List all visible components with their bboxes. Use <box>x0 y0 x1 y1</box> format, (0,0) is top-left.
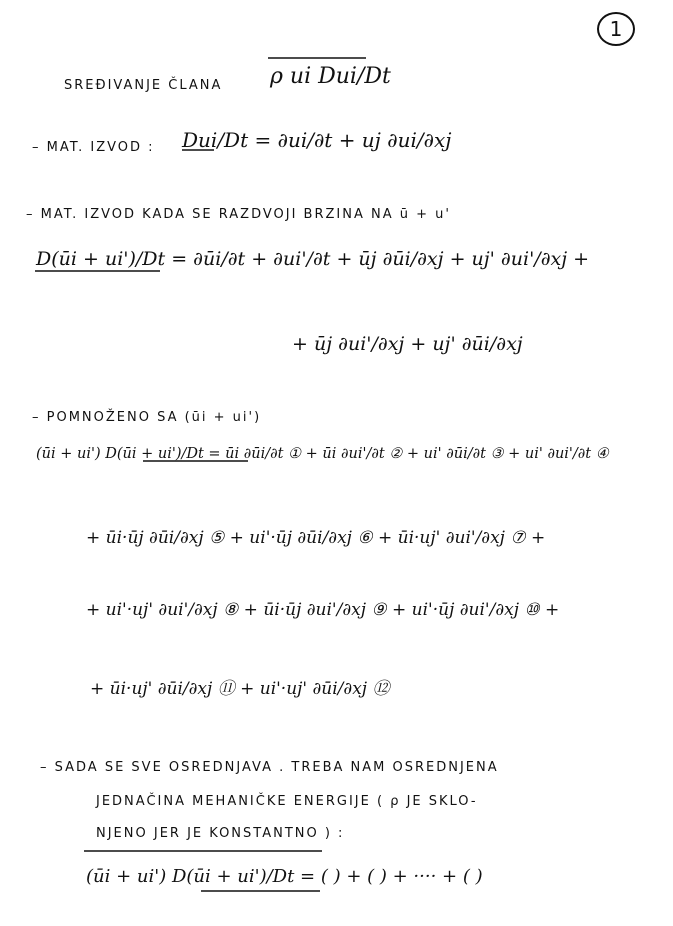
material-derivative-label: – MAT. IZVOD : <box>32 140 155 155</box>
page-number: 1 <box>597 12 635 46</box>
heading-expression: ρ ui Dui/Dt <box>270 64 391 89</box>
multiplied-label: – POMNOŽENO SA (ūi + ui') <box>32 410 262 425</box>
multiplied-line-1: (ūi + ui') D(ūi + ui')/Dt = ūi ∂ūi/∂t ① + ūi ∂ui'/∂t ② + ui' ∂ūi/∂t ③ + ui' ∂ui'/∂t ④ <box>36 446 609 462</box>
averaged-equation: (ūi + ui') D(ūi + ui')/Dt = ( ) + ( ) + ···· + ( ) <box>86 866 483 887</box>
material-derivative-equation: Dui/Dt = ∂ui/∂t + uj ∂ui/∂xj <box>182 128 452 152</box>
averaging-line-1: – SADA SE SVE OSREDNJAVA . TREBA NAM OSREDNJENA <box>40 760 499 775</box>
multiplied-line-3: + ui'·uj' ∂ui'/∂xj ⑧ + ūi·ūj ∂ui'/∂xj ⑨ + ui'·ūj ∂ui'/∂xj ⑩ + <box>86 600 560 620</box>
multiplied-line-4: + ūi·uj' ∂ūi/∂xj ⑪ + ui'·uj' ∂ūi/∂xj ⑫ <box>90 679 390 699</box>
multiplied-line-2: + ūi·ūj ∂ūi/∂xj ⑤ + ui'·ūj ∂ūi/∂xj ⑥ + ūi·uj' ∂ui'/∂xj ⑦ + <box>86 528 546 548</box>
heading-text: SREĐIVANJE ČLANA <box>64 78 223 93</box>
decomposition-label: – MAT. IZVOD KADA SE RAZDVOJI BRZINA NA ū + u' <box>26 207 451 222</box>
averaging-line-3: NJENO JER JE KONSTANTNO ) : <box>96 826 345 841</box>
decomposition-line-2: + ūj ∂ui'/∂xj + uj' ∂ūi/∂xj <box>292 333 523 355</box>
averaging-line-2: JEDNAČINA MEHANIČKE ENERGIJE ( ρ JE SKLO- <box>96 794 478 809</box>
decomposition-line-1: D(ūi + ui')/Dt = ∂ūi/∂t + ∂ui'/∂t + ūj ∂ūi/∂xj + uj' ∂ui'/∂xj + <box>36 248 590 270</box>
